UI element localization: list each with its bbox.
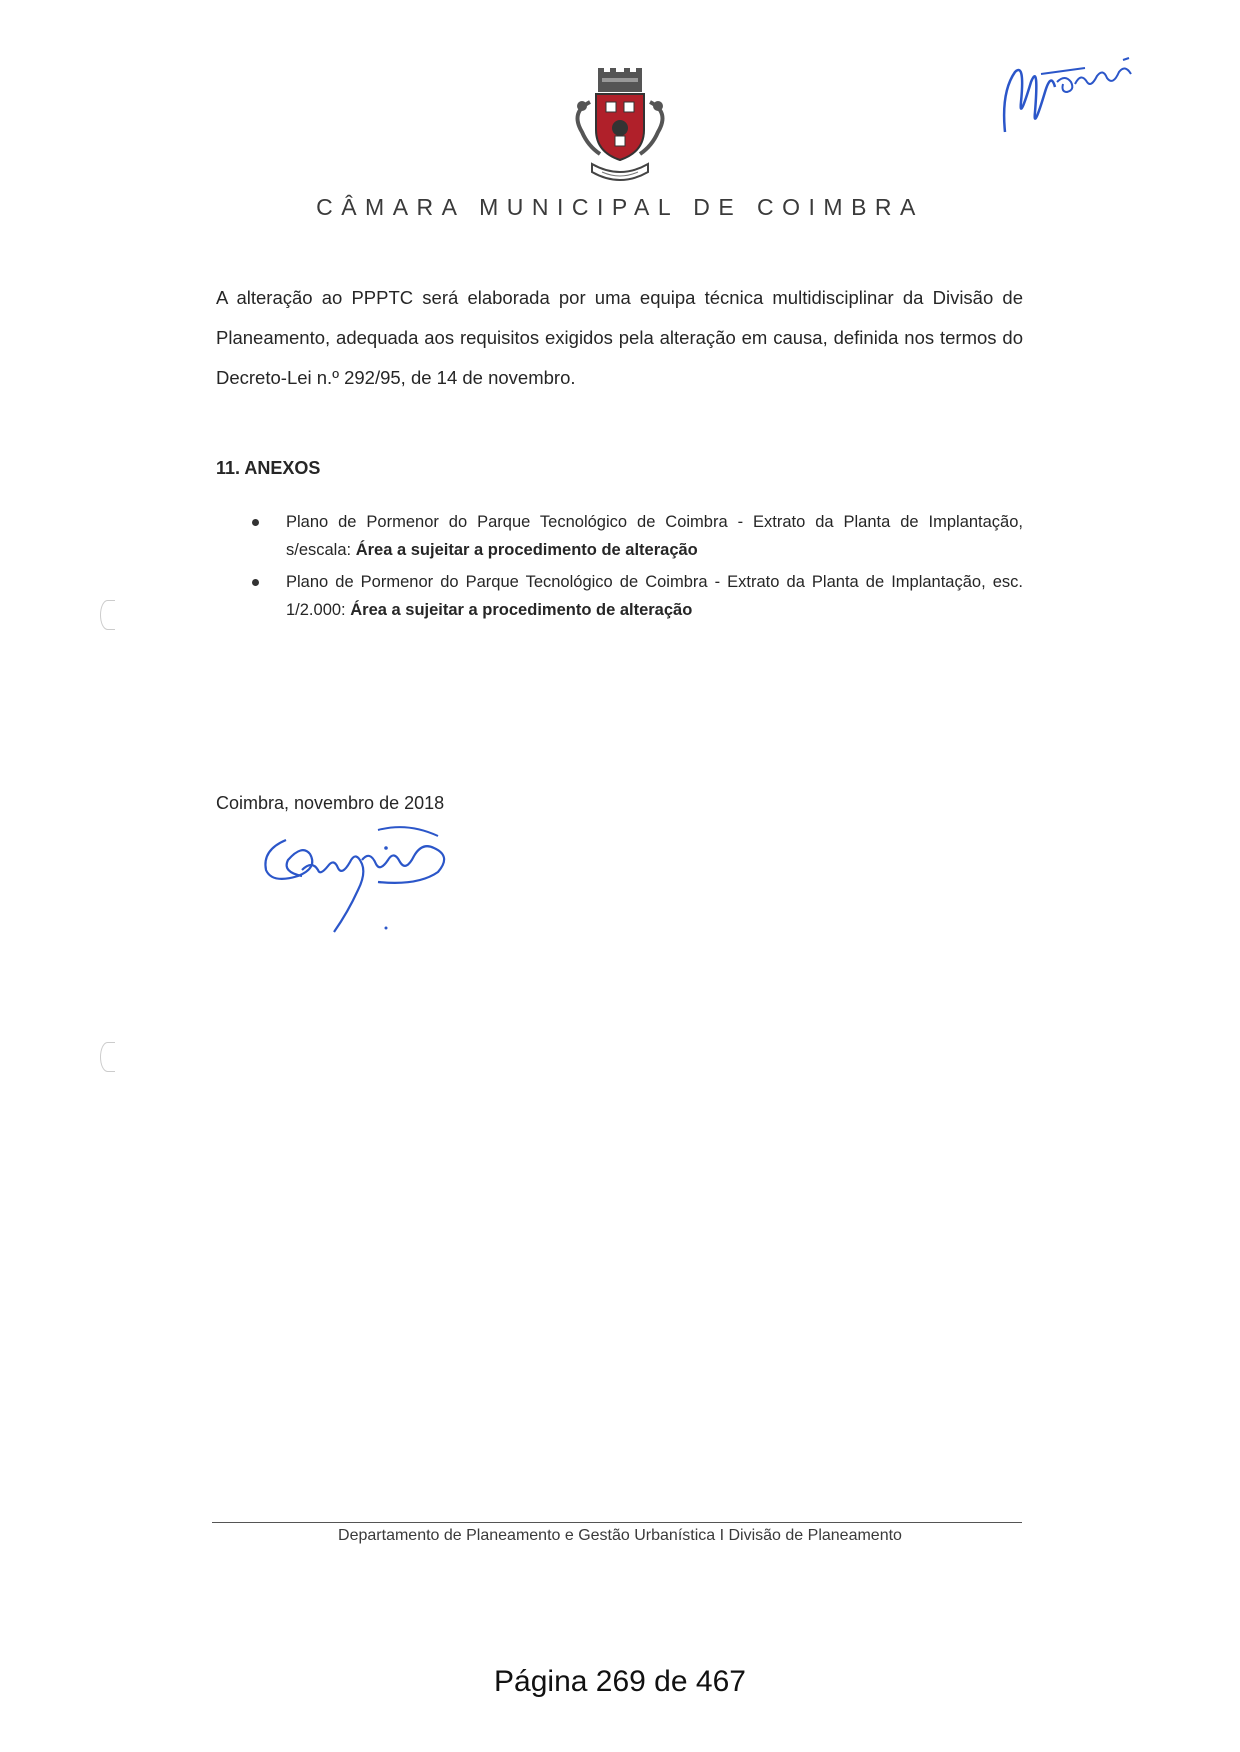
annex-list xyxy=(250,508,1023,628)
annex-emphasis: Área a sujeitar a procedimento de alteração xyxy=(350,601,693,619)
list-item xyxy=(250,568,1023,624)
coat-of-arms-icon xyxy=(560,68,680,188)
footer-department: Departamento de Planeamento e Gestão Urbanística I Divisão de Planeamento xyxy=(338,1527,902,1544)
annex-text: Plano de Pormenor do Parque Tecnológico de Coimbra - Extrato da Planta de Implantação, esc. 1/2.000: xyxy=(286,573,1023,619)
initials-signature-icon xyxy=(995,52,1145,142)
scan-artifact xyxy=(100,1042,115,1072)
signature-icon xyxy=(258,820,468,940)
bullet-icon xyxy=(252,519,259,526)
section-title-annexes: 11. ANEXOS xyxy=(216,458,321,478)
bullet-icon xyxy=(252,579,259,586)
annex-text: Plano de Pormenor do Parque Tecnológico de Coimbra - Extrato da Planta de Implantação, s/escala: xyxy=(286,513,1023,559)
footer-divider xyxy=(212,1522,1022,1523)
page-number: Página 269 de 467 xyxy=(494,1665,746,1698)
list-item xyxy=(250,508,1023,564)
organization-name: CÂMARA MUNICIPAL DE COIMBRA xyxy=(316,194,924,220)
place-date: Coimbra, novembro de 2018 xyxy=(216,793,445,813)
body-paragraph: A alteração ao PPPTC será elaborada por uma equipa técnica multidisciplinar da Divisão de Planeamento, adequada aos requisitos exigidos pela alteração em causa, definida nos termos do Decreto-Lei n.º 292/95, de 14 de novembro. xyxy=(216,287,1023,388)
annex-emphasis: Área a sujeitar a procedimento de alteração xyxy=(355,541,698,559)
scan-artifact xyxy=(100,600,115,630)
